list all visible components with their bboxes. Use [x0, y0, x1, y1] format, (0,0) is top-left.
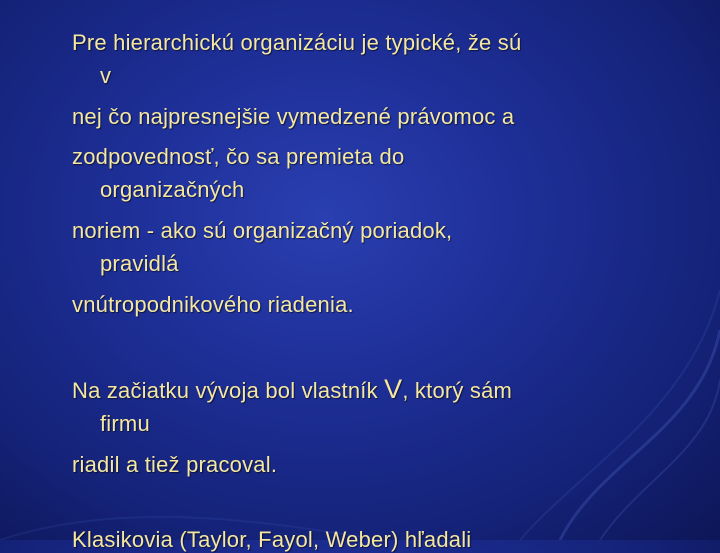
paragraph1-line2: v	[100, 63, 112, 88]
paragraph3-line1: Klasikovia (Taylor, Fayol, Weber) hľadali	[72, 527, 472, 552]
paragraph2-line1-after: , ktorý sám	[402, 378, 513, 403]
paragraph1-line4: zodpovednosť, čo sa premieta do	[72, 144, 405, 169]
paragraph1-line5: organizačných	[100, 177, 245, 202]
paragraph1-line6: noriem - ako sú organizačný poriadok,	[72, 218, 453, 243]
paragraph2-line1-before: Na začiatku vývoja bol vlastník	[72, 378, 385, 403]
paragraph2-line2: firmu	[100, 411, 150, 436]
paragraph1-line7: pravidlá	[100, 251, 179, 276]
paragraph2-line1	[72, 374, 512, 405]
paragraph2-line1-highlight: V	[384, 374, 403, 404]
paragraph2-line3: riadil a tiež pracoval.	[72, 452, 278, 477]
paragraph1-line1: Pre hierarchickú organizáciu je typické, že sú	[72, 30, 522, 55]
paragraph1-line8: vnútropodnikového riadenia.	[72, 292, 354, 317]
paragraph1-line3: nej čo najpresnejšie vymedzené právomoc a	[72, 104, 515, 129]
